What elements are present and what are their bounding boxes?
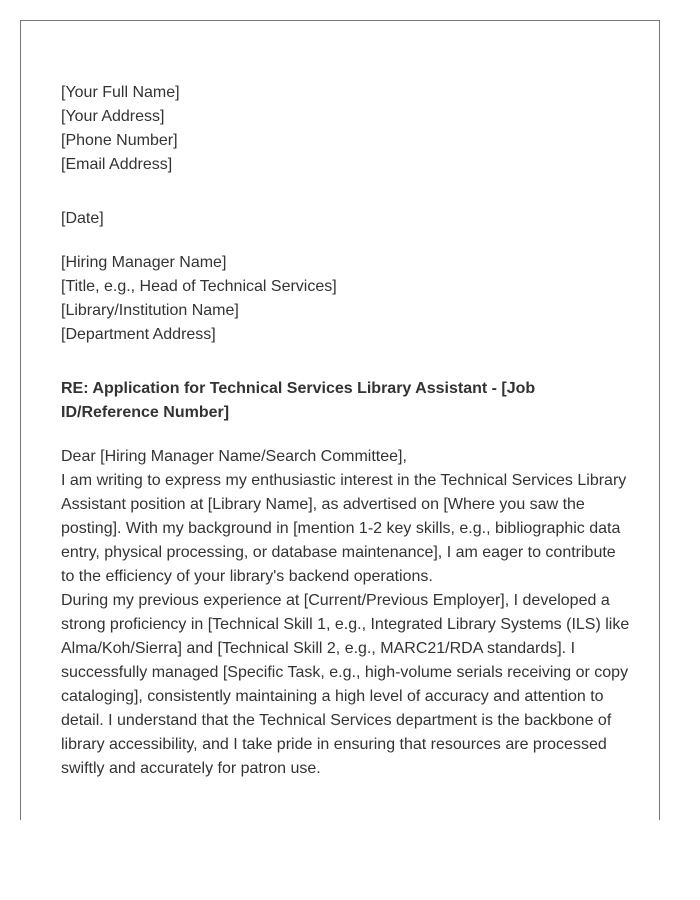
recipient-block <box>61 251 631 347</box>
sender-email: [Email Address] <box>61 156 173 173</box>
paragraph-intro: I am writing to express my enthusiastic interest in the Technical Services Library Assistant position at [Library Name], as advertised on [Where you saw the posting]. With my background in [mention 1-2 key skills, e.g., bibliographic data entry, physical processing, or database maintenance], I am eager to contribute to the efficiency of your library's backend operations. <box>61 472 627 585</box>
letter-page <box>20 20 660 820</box>
recipient-institution: [Library/Institution Name] <box>61 302 239 319</box>
salutation: Dear [Hiring Manager Name/Search Committee], <box>61 448 407 465</box>
sender-address: [Your Address] <box>61 108 165 125</box>
date-block <box>61 207 631 231</box>
subject-line <box>61 377 631 425</box>
sender-name: [Your Full Name] <box>61 84 180 101</box>
letter-body <box>61 81 631 781</box>
recipient-name: [Hiring Manager Name] <box>61 254 227 271</box>
subject-text: RE: Application for Technical Services Library Assistant - [Job ID/Reference Number] <box>61 380 536 421</box>
recipient-title: [Title, e.g., Head of Technical Services] <box>61 278 337 295</box>
sender-block <box>61 81 631 177</box>
recipient-address: [Department Address] <box>61 326 216 343</box>
paragraph-experience: During my previous experience at [Current/Previous Employer], I developed a strong proficiency in [Technical Skill 1, e.g., Integrated Library Systems (ILS) like Alma/Koh/Sierra] and [Technical Skill 2, e.g., MARC21/RDA standards]. I successfully managed [Specific Task, e.g., high-volume serials receiving or copy cataloging], consistently maintaining a high level of accuracy and attention to detail. I understand that the Technical Services department is the backbone of library accessibility, and I take pride in ensuring that resources are processed swiftly and accurately for patron use. <box>61 592 630 777</box>
letter-text <box>61 445 631 781</box>
sender-phone: [Phone Number] <box>61 132 178 149</box>
letter-date: [Date] <box>61 210 104 227</box>
